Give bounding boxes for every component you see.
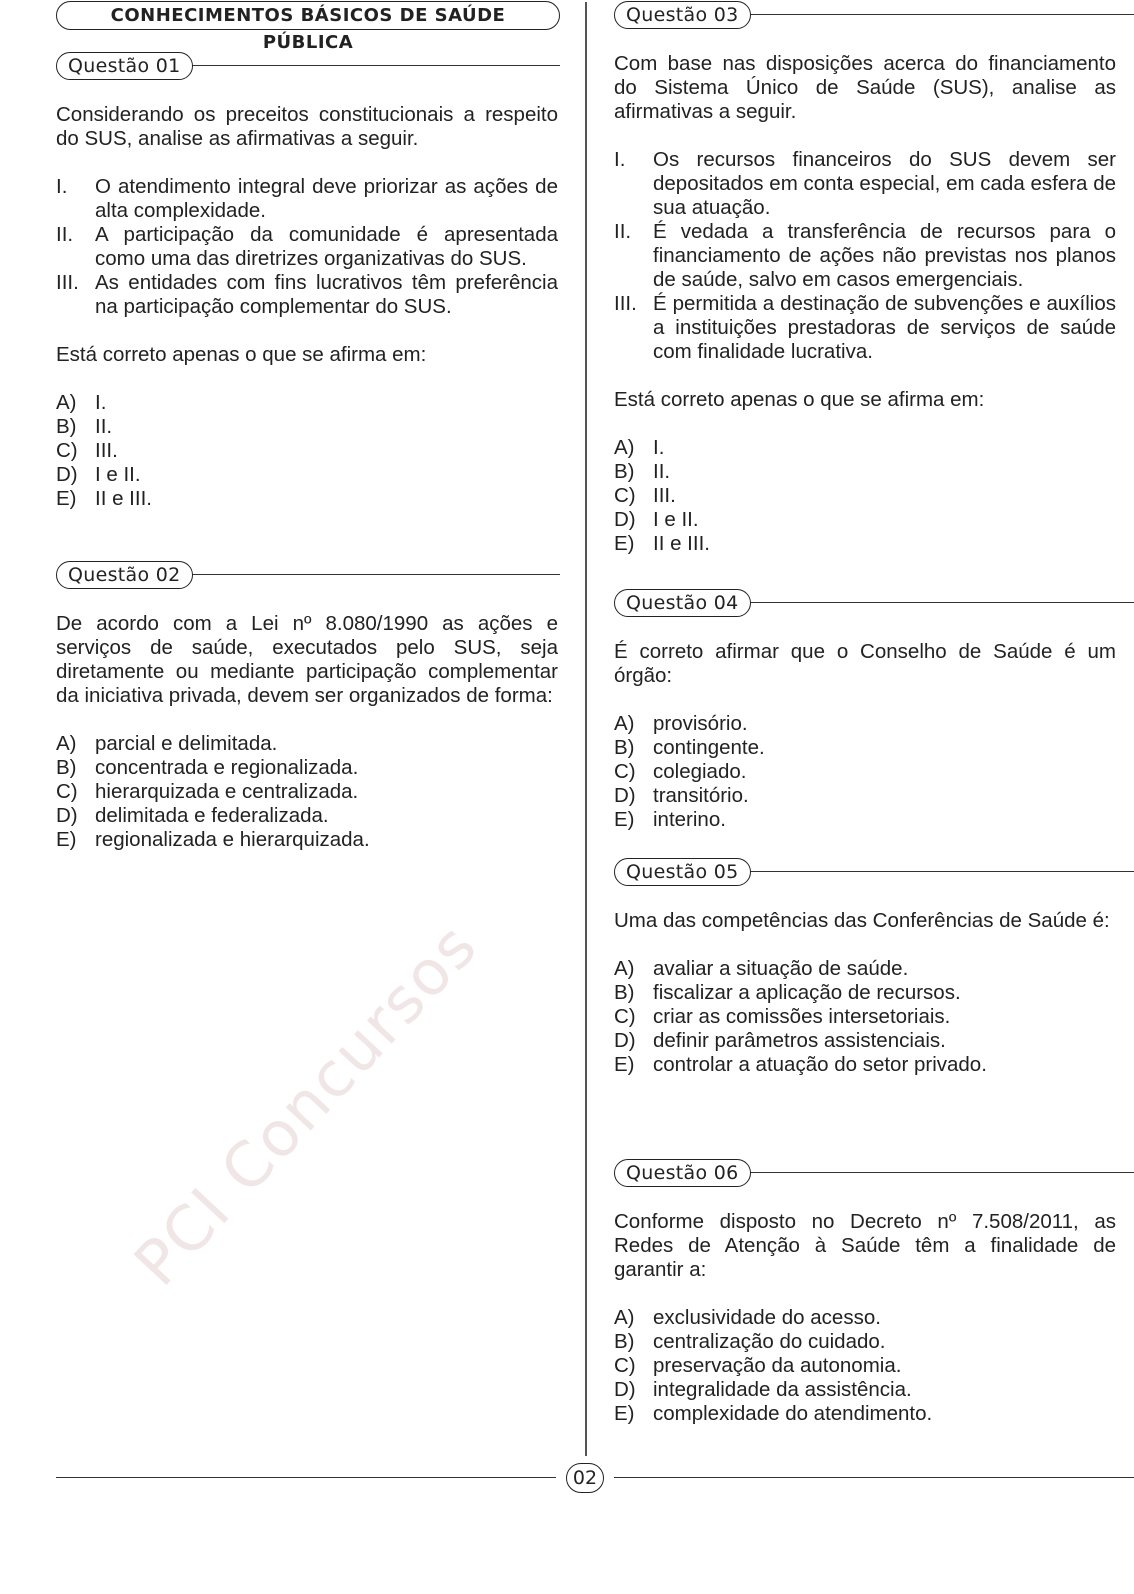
option-e[interactable] [614,532,1116,556]
option-c[interactable] [614,1005,1116,1029]
option-text: II e III. [95,487,152,510]
option-letter: B) [614,1330,635,1353]
section-title: CONHECIMENTOS BÁSICOS DE SAÚDE PÚBLICA [56,1,560,30]
question-03 [614,1,1116,556]
option-text: I e II. [95,463,141,486]
option-letter: A) [614,712,635,735]
option-c[interactable] [614,484,1116,508]
option-letter: B) [56,756,77,779]
option-a[interactable] [56,391,558,415]
left-column [56,0,558,851]
question-05 [614,858,1116,1077]
option-d[interactable] [56,463,558,487]
statement-item [56,271,558,319]
option-letter: C) [56,780,78,803]
question-prompt: Está correto apenas o que se afirma em: [614,388,985,411]
question-header [614,589,1116,617]
option-letter: A) [56,391,77,414]
watermark: PCI Concursos [120,908,492,1300]
statement-item [614,292,1116,364]
option-text: transitório. [653,784,749,807]
header-rule [734,871,1134,872]
option-letter: D) [614,1378,636,1401]
question-header [614,858,1116,886]
option-letter: D) [614,784,636,807]
option-letter: B) [56,415,77,438]
question-02 [56,561,558,852]
option-text: exclusividade do acesso. [653,1306,881,1329]
question-label: Questão 03 [614,1,751,29]
statement-number: II. [56,223,74,246]
statement-text: Os recursos financeiros do SUS devem ser depositados em conta especial, em cada esfera de sua atuação. [653,148,1116,219]
option-letter: C) [614,1354,636,1377]
statement-number: I. [614,148,626,171]
option-c[interactable] [614,760,1116,784]
question-06 [614,1159,1116,1426]
question-label: Questão 04 [614,589,751,617]
option-letter: D) [56,463,78,486]
page-number: 02 [566,1463,604,1493]
statement-item [56,223,558,271]
option-list [56,391,558,511]
option-list [614,712,1116,832]
option-text: hierarquizada e centralizada. [95,780,359,803]
statement-text: É vedada a transferência de recursos para o financiamento de ações não previstas nos planos de saúde, salvo em casos emergenciais. [653,220,1116,291]
option-text: preservação da autonomia. [653,1354,902,1377]
option-letter: D) [614,1029,636,1052]
option-b[interactable] [614,981,1116,1005]
option-letter: B) [614,981,635,1004]
header-rule [734,1172,1134,1173]
column-divider [585,2,587,1456]
statement-number: I. [56,175,68,198]
option-letter: B) [614,460,635,483]
option-text: parcial e delimitada. [95,732,278,755]
option-text: contingente. [653,736,765,759]
option-b[interactable] [614,1330,1116,1354]
header-rule [176,65,560,66]
option-letter: E) [56,828,77,851]
option-d[interactable] [614,1029,1116,1053]
statement-number: III. [56,271,79,294]
header-rule [176,574,560,575]
option-text: delimitada e federalizada. [95,804,329,827]
option-text: criar as comissões intersetoriais. [653,1005,951,1028]
option-text: integralidade da assistência. [653,1378,912,1401]
option-letter: A) [614,1306,635,1329]
statement-text: A participação da comunidade é apresentada como uma das diretrizes organizativas do SUS. [95,223,558,270]
option-letter: A) [614,436,635,459]
option-text: interino. [653,808,726,831]
statement-text: É permitida a destinação de subvenções e auxílios a instituições prestadoras de serviços de saúde com finalidade lucrativa. [653,292,1116,363]
option-text: regionalizada e hierarquizada. [95,828,370,851]
option-a[interactable] [614,712,1116,736]
question-label: Questão 02 [56,561,193,589]
question-01 [56,52,558,511]
option-a[interactable] [614,1306,1116,1330]
option-letter: C) [56,439,78,462]
option-e[interactable] [614,1402,1116,1426]
option-text: II e III. [653,532,710,555]
option-letter: E) [614,1402,635,1425]
option-letter: C) [614,760,636,783]
question-header [614,1,1116,29]
question-stem: Conforme disposto no Decreto nº 7.508/2011, as Redes de Atenção à Saúde têm a finalidade de garantir a: [614,1210,1116,1281]
option-text: complexidade do atendimento. [653,1402,933,1425]
option-letter: A) [614,957,635,980]
question-prompt: Está correto apenas o que se afirma em: [56,343,427,366]
statement-number: III. [614,292,637,315]
footer-rule-right [614,1477,1134,1478]
statement-item [614,220,1116,292]
option-list [614,957,1116,1077]
option-text: provisório. [653,712,748,735]
question-header [614,1159,1116,1187]
option-text: II. [95,415,113,438]
option-letter: E) [56,487,77,510]
option-letter: C) [614,484,636,507]
option-d[interactable] [614,784,1116,808]
option-b[interactable] [56,756,558,780]
question-label: Questão 01 [56,52,193,80]
option-text: concentrada e regionalizada. [95,756,359,779]
option-text: II. [653,460,671,483]
option-letter: E) [614,808,635,831]
option-letter: E) [614,532,635,555]
question-header [56,561,558,589]
question-label: Questão 05 [614,858,751,886]
option-text: III. [653,484,676,507]
option-text: III. [95,439,118,462]
option-a[interactable] [614,436,1116,460]
statement-number: II. [614,220,632,243]
option-letter: E) [614,1053,635,1076]
option-e[interactable] [56,487,558,511]
option-letter: B) [614,736,635,759]
option-text: I e II. [653,508,699,531]
statement-list [614,148,1116,364]
option-letter: A) [56,732,77,755]
option-a[interactable] [56,732,558,756]
option-b[interactable] [56,415,558,439]
option-text: definir parâmetros assistenciais. [653,1029,946,1052]
option-text: fiscalizar a aplicação de recursos. [653,981,961,1004]
option-c[interactable] [56,439,558,463]
option-b[interactable] [614,736,1116,760]
option-text: controlar a atuação do setor privado. [653,1053,987,1076]
statement-text: O atendimento integral deve priorizar as ações de alta complexidade. [95,175,558,222]
question-label: Questão 06 [614,1159,751,1187]
option-c[interactable] [614,1354,1116,1378]
statement-item [614,148,1116,220]
option-e[interactable] [614,1053,1116,1077]
question-header [56,52,558,80]
statement-text: As entidades com fins lucrativos têm preferência na participação complementar do SUS. [95,271,558,318]
question-stem: Com base nas disposições acerca do financiamento do Sistema Único de Saúde (SUS), analise as afirmativas a seguir. [614,52,1116,123]
option-e[interactable] [614,808,1116,832]
footer-rule-left [56,1477,556,1478]
question-stem: De acordo com a Lei nº 8.080/1990 as ações e serviços de saúde, executados pelo SUS, seja diretamente ou mediante participação complementar da iniciativa privada, devem ser organizados de forma: [56,612,558,707]
option-text: centralização do cuidado. [653,1330,886,1353]
option-b[interactable] [614,460,1116,484]
question-stem: Considerando os preceitos constitucionais a respeito do SUS, analise as afirmativas a seguir. [56,103,558,150]
statement-item [56,175,558,223]
option-list [614,1306,1116,1426]
option-text: I. [95,391,107,414]
option-text: I. [653,436,665,459]
option-letter: D) [56,804,78,827]
question-04 [614,589,1116,832]
option-a[interactable] [614,957,1116,981]
option-e[interactable] [56,828,558,852]
question-stem: Uma das competências das Conferências de Saúde é: [614,909,1110,932]
option-letter: C) [614,1005,636,1028]
option-letter: D) [614,508,636,531]
option-list [614,436,1116,556]
header-rule [734,14,1134,15]
option-text: avaliar a situação de saúde. [653,957,909,980]
question-stem: É correto afirmar que o Conselho de Saúde é um órgão: [614,640,1116,687]
option-text: colegiado. [653,760,747,783]
option-list [56,732,558,852]
header-rule [734,602,1134,603]
option-d[interactable] [614,508,1116,532]
option-d[interactable] [614,1378,1116,1402]
statement-list [56,175,558,319]
option-d[interactable] [56,804,558,828]
option-c[interactable] [56,780,558,804]
